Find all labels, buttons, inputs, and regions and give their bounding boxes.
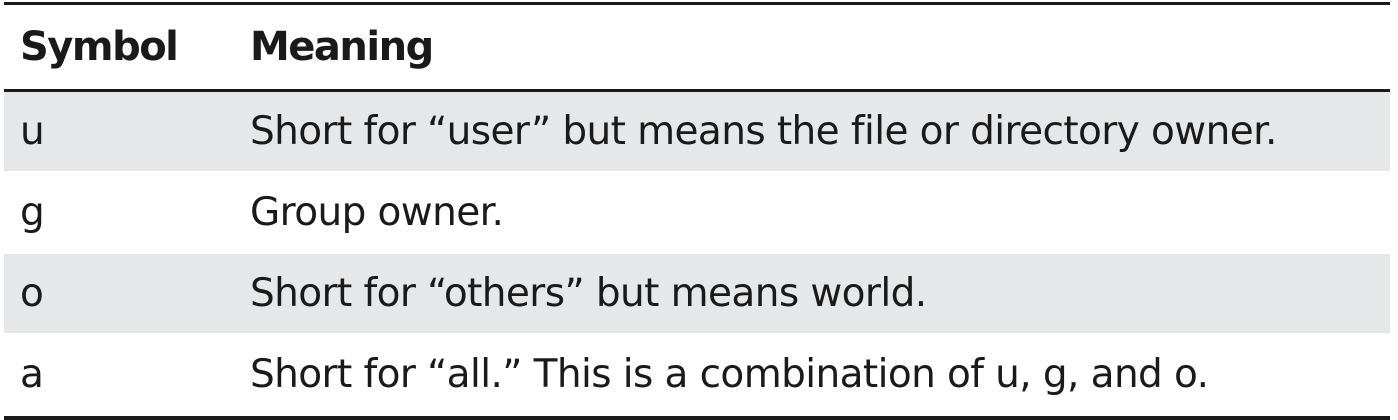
table-header-row xyxy=(4,5,1390,92)
table-row xyxy=(4,254,1390,335)
symbol-cell: u xyxy=(20,109,45,154)
meaning-cell: Short for “others” but means world. xyxy=(250,271,927,316)
header-symbol: Symbol xyxy=(20,24,178,70)
meaning-cell: Group owner. xyxy=(250,190,504,235)
symbol-cell: a xyxy=(20,352,44,397)
table-row xyxy=(4,173,1390,254)
meaning-cell: Short for “user” but means the file or directory owner. xyxy=(250,109,1277,154)
symbol-meaning-table xyxy=(4,0,1390,420)
header-meaning: Meaning xyxy=(250,24,433,70)
meaning-cell: Short for “all.” This is a combination of u, g, and o. xyxy=(250,352,1209,397)
table-row xyxy=(4,335,1390,416)
symbol-cell: o xyxy=(20,271,44,316)
symbol-cell: g xyxy=(20,190,45,235)
table-row xyxy=(4,92,1390,173)
table-bottom-rule xyxy=(4,416,1390,420)
